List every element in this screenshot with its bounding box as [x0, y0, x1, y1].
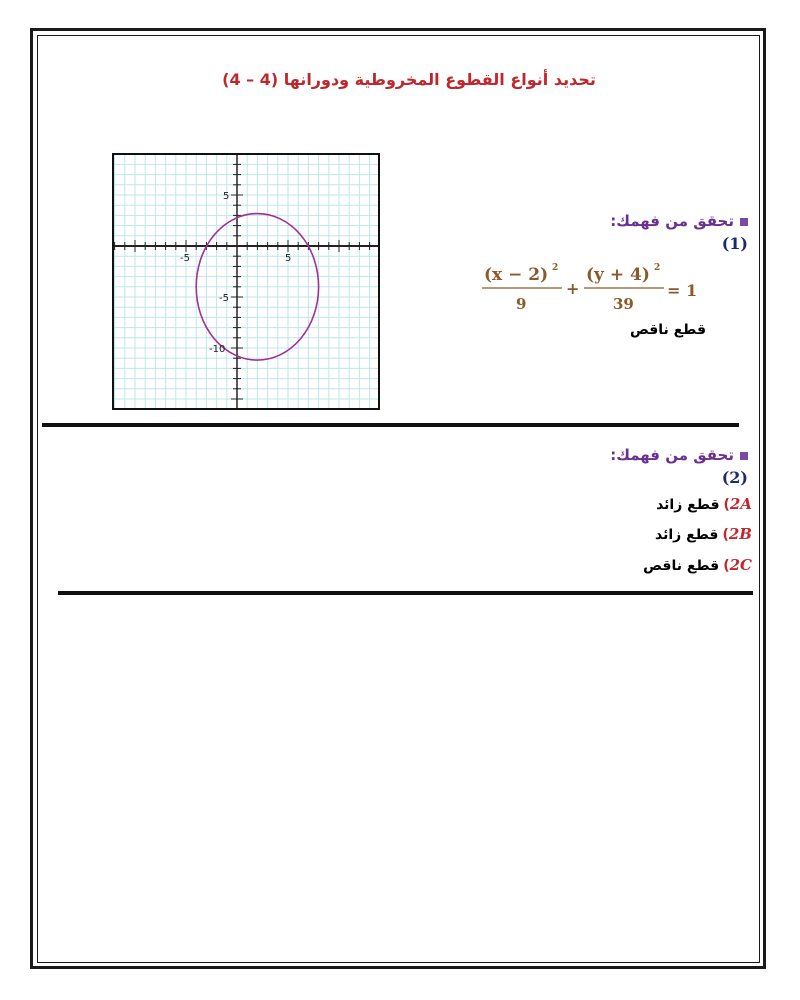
section-divider-2 [58, 591, 753, 595]
tick-label-y-5: 5 [223, 191, 230, 202]
eq-term2-numerator: (y + 4) [586, 265, 650, 285]
lesson-title-text: تحديد أنواع القطوع المخروطية ودورانها [283, 70, 596, 89]
heading-text: تحقق من فهمك: [610, 212, 734, 230]
tick-label-x-5: 5 [285, 253, 292, 264]
heading-text: تحقق من فهمك: [610, 446, 734, 464]
section-divider-1 [42, 423, 739, 427]
tick-label-x-neg5: -5 [180, 253, 190, 264]
ellipse-graph [112, 153, 380, 410]
eq-rhs: = 1 [667, 281, 698, 300]
sub-label-2a: 2A [729, 495, 752, 513]
eq-plus: + [566, 279, 580, 298]
tick-label-y-neg10: -10 [209, 344, 226, 355]
sub-answer-2c: 2C)قطع ناقص [643, 556, 752, 574]
sub-label-2c: 2C [729, 556, 752, 574]
eq-term1-numerator: (x − 2) [484, 265, 549, 285]
sub-label-2b: 2B [728, 525, 752, 543]
axis-ticks [115, 155, 378, 408]
question-number-2: (2) [721, 468, 748, 487]
question-number-1: (1) [721, 234, 748, 253]
sub-answer-2a: 2A)قطع زائد [656, 495, 752, 513]
sub-answer-2b: 2B)قطع زائد [655, 525, 752, 543]
answer-1: قطع ناقص [629, 322, 706, 338]
check-understanding-heading-2 [610, 446, 748, 464]
grid-lines [114, 155, 378, 408]
check-understanding-heading-1 [610, 212, 748, 230]
ellipse-equation [470, 258, 710, 318]
eq-term2-denominator: 39 [613, 295, 634, 313]
lesson-title [120, 70, 680, 89]
eq-term1-denominator: 9 [516, 295, 527, 313]
bullet-square-icon [740, 218, 748, 226]
eq-term1-exponent: 2 [552, 263, 559, 273]
sub-answer-text-2b: قطع زائد [655, 527, 719, 543]
tick-label-y-neg5: -5 [219, 293, 229, 304]
eq-term2-exponent: 2 [654, 263, 661, 273]
bullet-square-icon [740, 452, 748, 460]
graph-canvas [114, 155, 378, 408]
sub-answer-text-2a: قطع زائد [656, 497, 720, 513]
sub-answer-text-2c: قطع ناقص [643, 558, 720, 574]
lesson-number: (4 – 4) [222, 70, 279, 89]
